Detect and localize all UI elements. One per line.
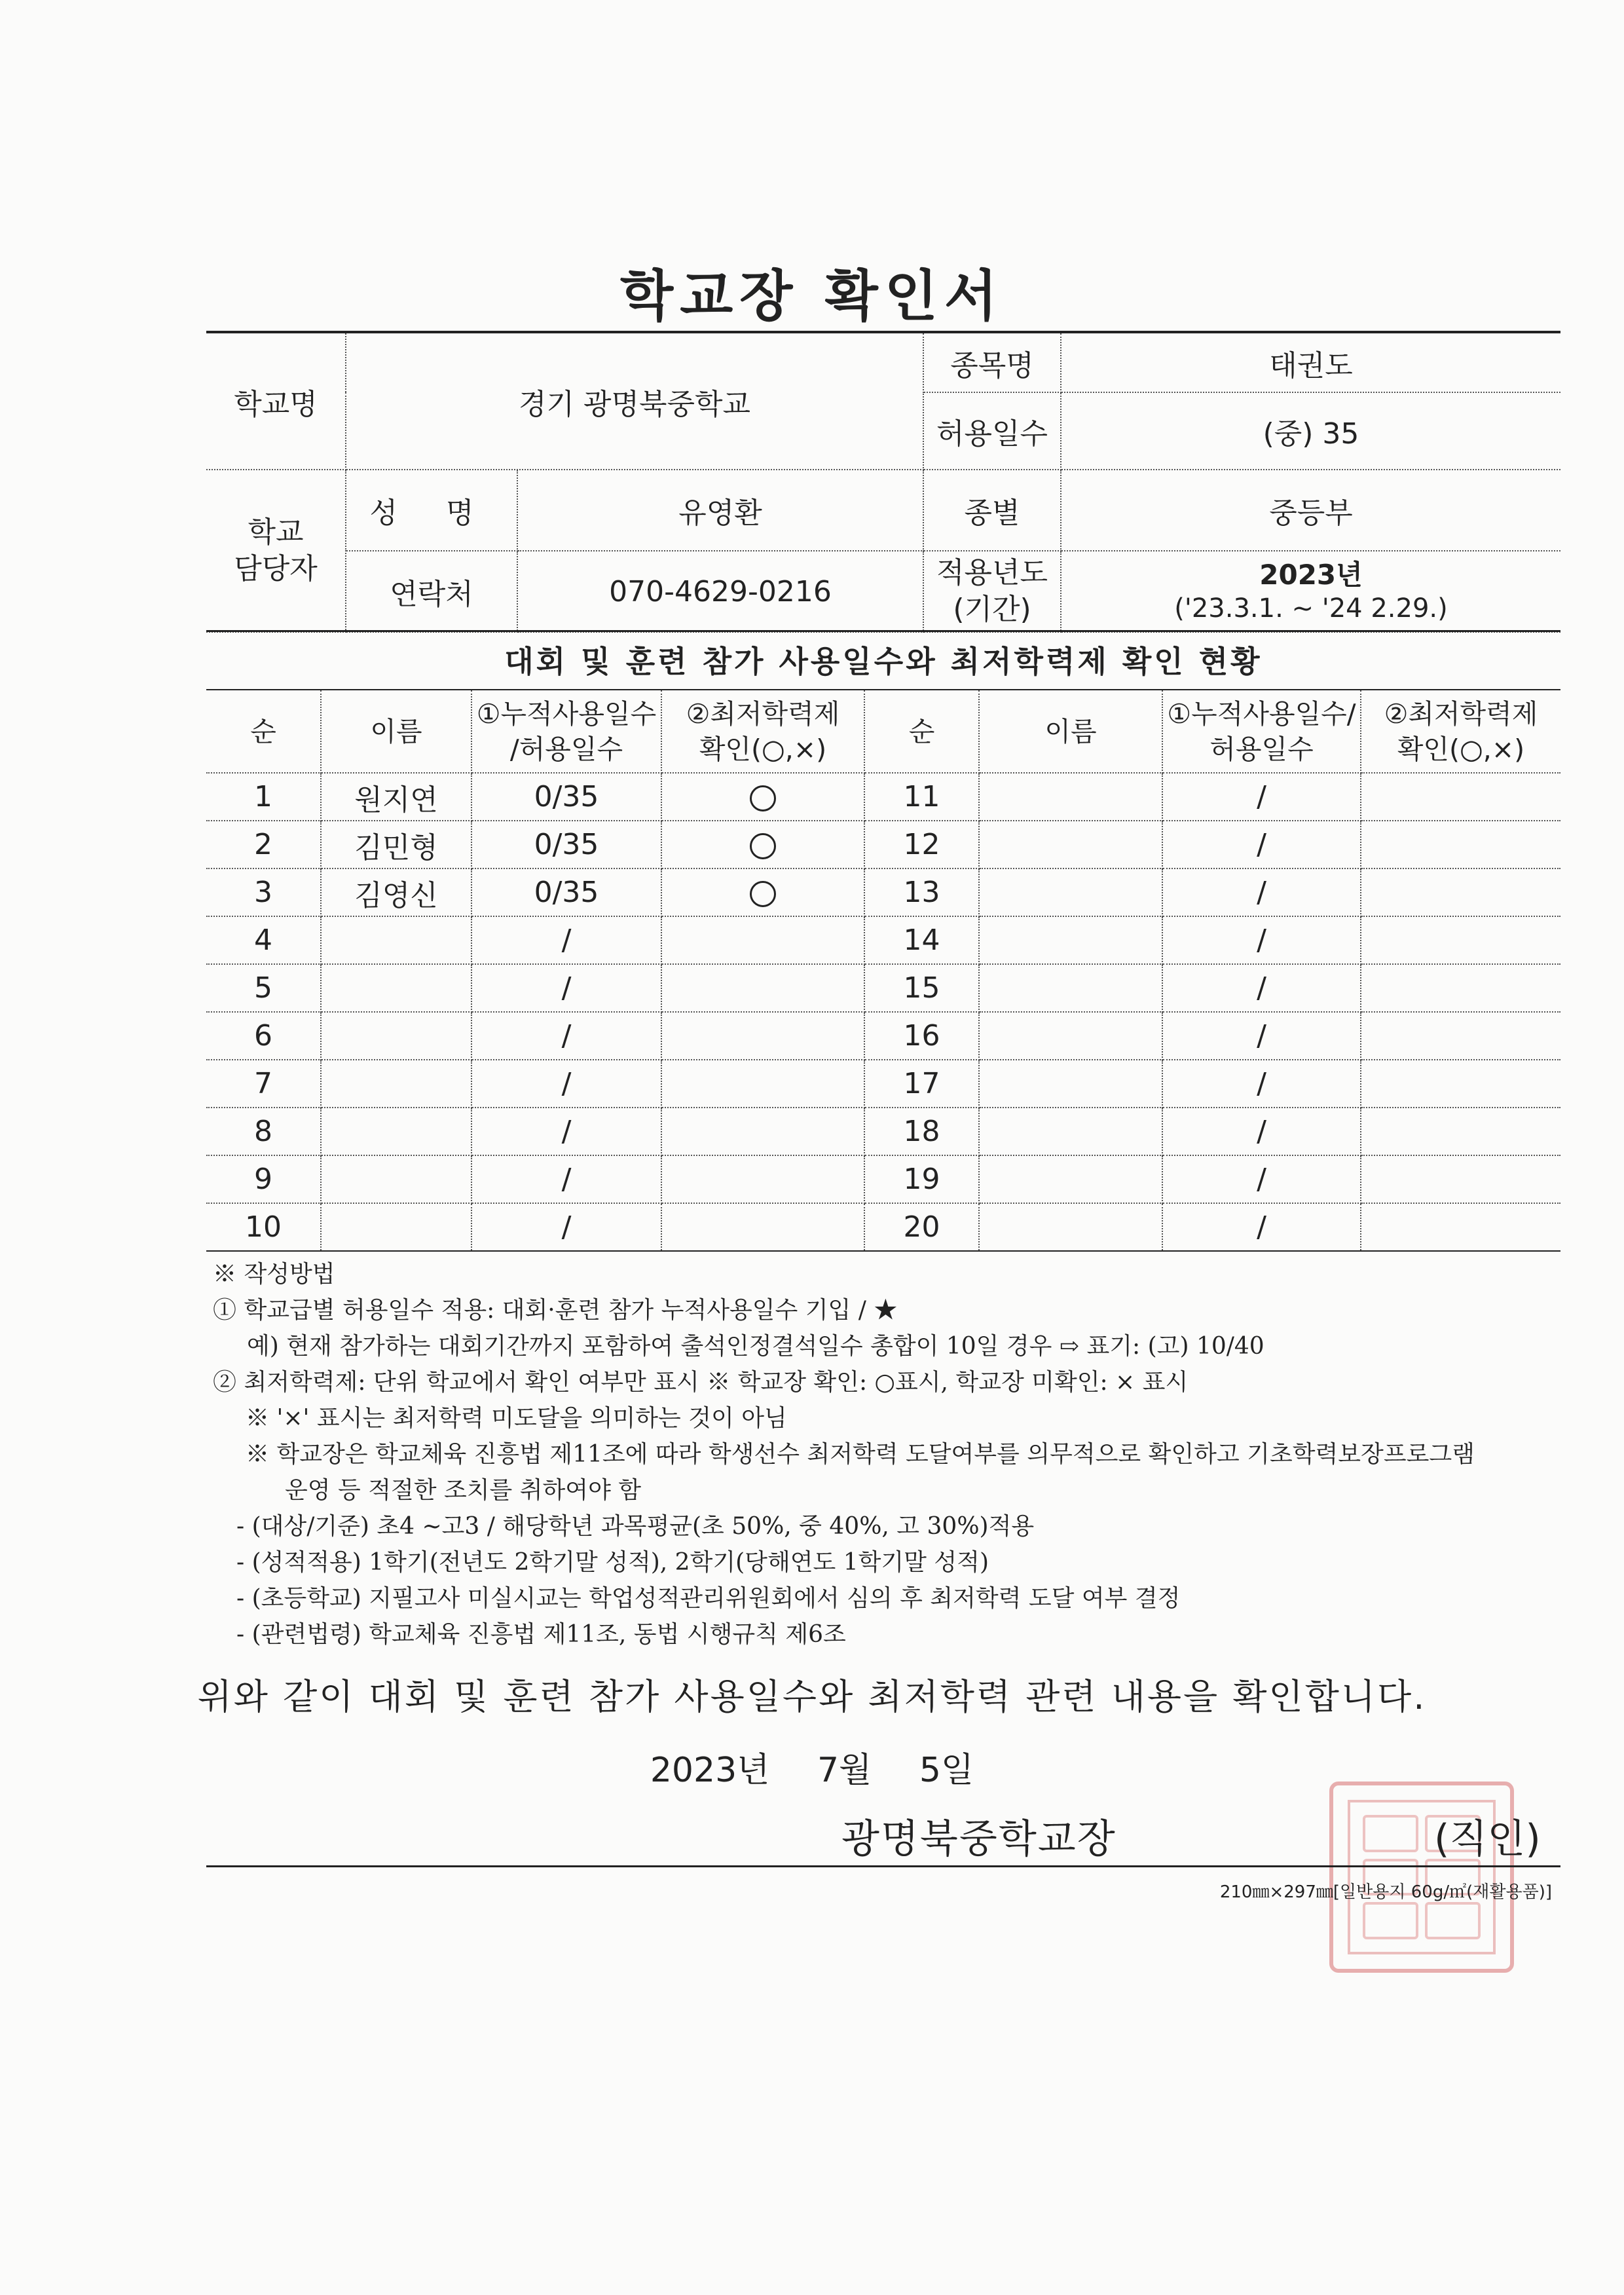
days-left: / [471, 1108, 661, 1155]
header-check-left-l1: ②최저학력제 [686, 698, 840, 730]
manager-label [206, 470, 346, 632]
days-left: / [471, 1060, 661, 1108]
days-left: 0/35 [471, 868, 661, 916]
header-no-right: 순 [864, 690, 979, 773]
header-name-right: 이름 [979, 690, 1162, 773]
year-text: 2023년 [1259, 559, 1363, 591]
student-name-right [979, 773, 1162, 821]
school-name-label: 학교명 [206, 332, 346, 470]
row-no-left: 5 [206, 964, 321, 1012]
student-name-left [321, 964, 471, 1012]
days-left: 0/35 [471, 773, 661, 821]
note-2: ② 최저학력제: 단위 학교에서 확인 여부만 표시 ※ 학교장 확인: ○표시, 학교장 미확인: × 표시 [213, 1369, 1189, 1396]
roster-header-row [206, 690, 1560, 773]
student-name-left [321, 1012, 471, 1060]
school-info-table [206, 331, 1560, 633]
row-no-right: 11 [864, 773, 979, 821]
header-days-right [1162, 690, 1361, 773]
note-2-a: ※ '×' 표시는 최저학력 미도달을 의미하는 것이 아님 [246, 1405, 787, 1432]
header-check-right-l1: ②최저학력제 [1384, 698, 1538, 730]
table-row [206, 916, 1560, 964]
year-label [923, 551, 1061, 632]
roster-body [206, 773, 1560, 1251]
check-right [1361, 773, 1560, 821]
student-name-right [979, 1060, 1162, 1108]
table-row [206, 1012, 1560, 1060]
check-left [661, 1108, 864, 1155]
note-2-b: ※ 학교장은 학교체육 진흥법 제11조에 따라 학생선수 최저학력 도달여부를 의무적으로 확인하고 기초학력보장프로그램 [246, 1441, 1475, 1468]
days-right: / [1162, 1203, 1361, 1251]
school-name-value: 경기 광명북중학교 [346, 332, 923, 470]
confirmed-circle-mark [750, 785, 776, 812]
student-name-right [979, 964, 1162, 1012]
days-left: / [471, 1155, 661, 1203]
note-1-example: 예) 현재 참가하는 대회기간까지 포함하여 출석인정결석일수 총합이 10일 경우 ⇨ 표기: (고) 10/40 [247, 1333, 1264, 1360]
row-no-right: 20 [864, 1203, 979, 1251]
category-value: 중등부 [1061, 470, 1560, 551]
manager-label-line1: 학교 [248, 515, 304, 549]
row-no-left: 8 [206, 1108, 321, 1155]
notes-heading: ※ 작성방법 [213, 1261, 335, 1288]
row-no-right: 17 [864, 1060, 979, 1108]
check-left [661, 868, 864, 916]
allowed-days-value: (중) 35 [1061, 392, 1560, 470]
student-name-left [321, 1203, 471, 1251]
student-name-right [979, 868, 1162, 916]
check-left [661, 916, 864, 964]
table-row [206, 1155, 1560, 1203]
student-name-right [979, 1155, 1162, 1203]
year-label-line2: (기간) [953, 593, 1031, 626]
header-check-right [1361, 690, 1560, 773]
instructions [213, 1256, 1562, 1652]
student-name-right [979, 916, 1162, 964]
header-no-left: 순 [206, 690, 321, 773]
days-right: / [1162, 964, 1361, 1012]
days-left: / [471, 1203, 661, 1251]
contact-label: 연락처 [346, 551, 517, 632]
check-right [1361, 1012, 1560, 1060]
check-right [1361, 1203, 1560, 1251]
header-name-left: 이름 [321, 690, 471, 773]
header-days-right-l1: ①누적사용일수/ [1167, 698, 1356, 730]
check-right [1361, 868, 1560, 916]
detail-2: - (성적적용) 1학기(전년도 2학기말 성적), 2학기(당해연도 1학기말 성적) [236, 1549, 989, 1576]
table-row [206, 773, 1560, 821]
header-days-left-l1: ①누적사용일수 [476, 698, 657, 730]
year-value [1061, 551, 1560, 632]
days-right: / [1162, 773, 1361, 821]
check-right [1361, 1108, 1560, 1155]
document-title: 학교장 확인서 [619, 264, 1005, 328]
detail-4: - (관련법령) 학교체육 진흥법 제11조, 동법 시행규칙 제6조 [236, 1621, 846, 1648]
table-row [206, 868, 1560, 916]
roster-table [206, 689, 1560, 1252]
row-no-right: 12 [864, 821, 979, 868]
days-right: / [1162, 1108, 1361, 1155]
days-right: / [1162, 868, 1361, 916]
check-right [1361, 1060, 1560, 1108]
detail-3: - (초등학교) 지필고사 미실시교는 학업성적관리위원회에서 심의 후 최저학력 도달 여부 결정 [236, 1585, 1181, 1612]
student-name-left: 김민형 [321, 821, 471, 868]
confirmed-circle-mark [750, 833, 776, 859]
footer-divider [206, 1865, 1560, 1867]
detail-1: - (대상/기준) 초4 ~고3 / 해당학년 과목평균(초 50%, 중 40%, 고 30%)적용 [236, 1513, 1035, 1540]
row-no-right: 15 [864, 964, 979, 1012]
row-no-right: 18 [864, 1108, 979, 1155]
row-no-left: 9 [206, 1155, 321, 1203]
date-month: 7월 [817, 1751, 872, 1790]
student-name-right [979, 1012, 1162, 1060]
days-right: / [1162, 1060, 1361, 1108]
days-left: 0/35 [471, 821, 661, 868]
student-name-left [321, 916, 471, 964]
header-check-left-l2: 확인(○,×) [699, 733, 827, 765]
table-row [206, 1108, 1560, 1155]
row-no-right: 13 [864, 868, 979, 916]
check-left [661, 1060, 864, 1108]
row-no-left: 4 [206, 916, 321, 964]
days-left: / [471, 916, 661, 964]
header-check-left [661, 690, 864, 773]
check-right [1361, 1155, 1560, 1203]
header-check-right-l2: 확인(○,×) [1397, 733, 1525, 765]
student-name-left [321, 1060, 471, 1108]
check-right [1361, 916, 1560, 964]
period-text: ('23.3.1. ~ '24 2.29.) [1174, 593, 1448, 624]
roster-title: 대회 및 훈련 참가 사용일수와 최저학력제 확인 현황 [206, 630, 1560, 691]
student-name-right [979, 1203, 1162, 1251]
student-name-left [321, 1108, 471, 1155]
days-right: / [1162, 1155, 1361, 1203]
check-left [661, 1155, 864, 1203]
row-no-left: 6 [206, 1012, 321, 1060]
date-year: 2023년 [650, 1751, 770, 1790]
table-row [206, 821, 1560, 868]
note-1: ① 학교급별 허용일수 적용: 대회·훈련 참가 누적사용일수 기입 / ★ [213, 1297, 898, 1324]
days-right: / [1162, 821, 1361, 868]
check-left [661, 773, 864, 821]
header-days-left [471, 690, 661, 773]
row-no-left: 2 [206, 821, 321, 868]
check-right [1361, 964, 1560, 1012]
sport-value: 태권도 [1061, 332, 1560, 392]
days-right: / [1162, 916, 1361, 964]
principal-title: 광명북중학교장 [841, 1816, 1116, 1862]
student-name-right [979, 1108, 1162, 1155]
row-no-right: 14 [864, 916, 979, 964]
check-left [661, 821, 864, 868]
row-no-right: 16 [864, 1012, 979, 1060]
check-right [1361, 821, 1560, 868]
manager-label-line2: 담당자 [234, 552, 318, 586]
days-left: / [471, 1012, 661, 1060]
header-days-right-l2: 허용일수 [1209, 733, 1314, 765]
date-day: 5일 [919, 1751, 974, 1790]
sport-label: 종목명 [923, 332, 1061, 392]
row-no-right: 19 [864, 1155, 979, 1203]
student-name-right [979, 821, 1162, 868]
contact-value: 070-4629-0216 [517, 551, 923, 632]
category-label: 종별 [923, 470, 1061, 551]
days-right: / [1162, 1012, 1361, 1060]
paper-spec: 210㎜×297㎜[일반용지 60g/㎡(재활용품)] [1219, 1882, 1552, 1902]
confirmed-circle-mark [750, 881, 776, 907]
seal-label: (직인) [1434, 1816, 1541, 1862]
note-2-b-cont: 운영 등 적절한 조치를 취하여야 함 [285, 1477, 642, 1504]
check-left [661, 1012, 864, 1060]
table-row [206, 1203, 1560, 1251]
days-left: / [471, 964, 661, 1012]
header-days-left-l2: /허용일수 [509, 733, 623, 765]
student-name-left: 원지연 [321, 773, 471, 821]
year-label-line1: 적용년도 [936, 556, 1048, 589]
row-no-left: 10 [206, 1203, 321, 1251]
student-name-left: 김영신 [321, 868, 471, 916]
check-left [661, 1203, 864, 1251]
row-no-left: 7 [206, 1060, 321, 1108]
table-row [206, 1060, 1560, 1108]
confirmation-statement: 위와 같이 대회 및 훈련 참가 사용일수와 최저학력 관련 내용을 확인합니다. [197, 1676, 1427, 1717]
allowed-days-label: 허용일수 [923, 392, 1061, 470]
manager-name-value: 유영환 [517, 470, 923, 551]
manager-name-label: 성 명 [346, 470, 517, 551]
check-left [661, 964, 864, 1012]
student-name-left [321, 1155, 471, 1203]
row-no-left: 3 [206, 868, 321, 916]
row-no-left: 1 [206, 773, 321, 821]
table-row [206, 964, 1560, 1012]
